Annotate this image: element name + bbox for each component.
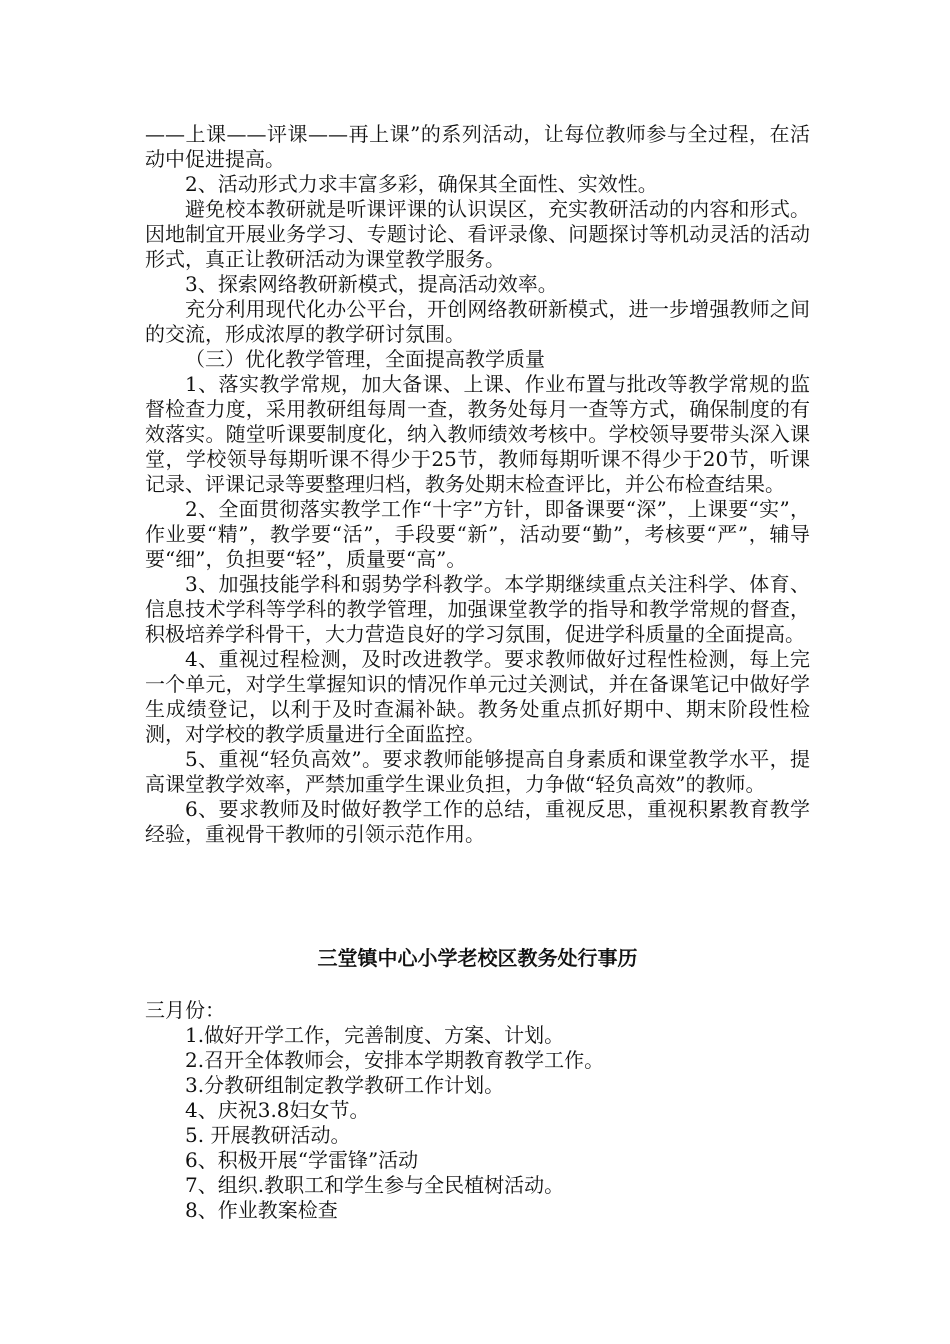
paragraph-continuation: ——上课——评课——再上课”的系列活动，让每位教师参与全过程，在活动中促进提高。 <box>145 122 810 171</box>
calendar-section <box>145 946 810 1223</box>
paragraph-network-heading: 3、探索网络教研新模式，提高活动效率。 <box>185 272 558 296</box>
calendar-item: 6、积极开展“学雷锋”活动 <box>185 1148 419 1172</box>
paragraph-ten-word-policy: 2、全面贯彻落实教学工作“十字”方针，即备课要“深”，上课要“实”，作业要“精”，教学要“活”，手段要“新”，活动要“勤”，考核要“严”，辅导要“细”，负担要“轻”，质量要“高”。 <box>145 497 810 571</box>
plan-body <box>145 122 810 847</box>
paragraph-network: 充分利用现代化办公平台，开创网络教研新模式，进一步增强教师之间的交流，形成浓厚的教学研讨氛围。 <box>145 297 810 346</box>
calendar-item: 1.做好开学工作，完善制度、方案、计划。 <box>185 1023 565 1047</box>
calendar-item: 4、庆祝3.8妇女节。 <box>185 1098 370 1122</box>
calendar-item: 8、作业教案检查 <box>185 1198 338 1222</box>
calendar-item: 5. 开展教研活动。 <box>185 1123 351 1147</box>
paragraph-process-testing: 4、重视过程检测，及时改进教学。要求教师做好过程性检测，每上完一个单元，对学生掌握知识的情况作单元过关测试，并在备课笔记中做好学生成绩登记，以利于及时查漏补缺。教务处重点抓好期中、期末阶段性检测，对学校的教学质量进行全面监控。 <box>145 647 810 746</box>
paragraph-activity-forms-heading: 2、活动形式力求丰富多彩，确保其全面性、实效性。 <box>185 172 658 196</box>
calendar-item: 3.分教研组制定教学教研工作计划。 <box>185 1073 505 1097</box>
section-heading-teaching-management: （三）优化教学管理，全面提高教学质量 <box>185 347 545 371</box>
paragraph-activity-forms: 避免校本教研就是听课评课的认识误区，充实教研活动的内容和形式。因地制宜开展业务学习、专题讨论、看评录像、问题探讨等机动灵活的活动形式，真正让教研活动为课堂教学服务。 <box>145 197 810 271</box>
paragraph-skill-subjects: 3、加强技能学科和弱势学科教学。本学期继续重点关注科学、体育、信息技术学科等学科的教学管理，加强课堂教学的指导和教学常规的督查，积极培养学科骨干，大力营造良好的学习氛围，促进学科质量的全面提高。 <box>145 572 810 646</box>
calendar-item: 7、组织.教职工和学生参与全民植树活动。 <box>185 1173 565 1197</box>
calendar-month-label: 三月份： <box>145 998 225 1022</box>
calendar-item: 2.召开全体教师会，安排本学期教育教学工作。 <box>185 1048 605 1072</box>
paragraph-summary-reflection: 6、要求教师及时做好教学工作的总结，重视反思，重视积累教育教学经验，重视骨干教师的引领示范作用。 <box>145 797 810 846</box>
paragraph-light-burden: 5、重视“轻负高效”。要求教师能够提高自身素质和课堂教学水平，提高课堂教学效率，严禁加重学生课业负担，力争做“轻负高效”的教师。 <box>145 747 810 796</box>
calendar-title: 三堂镇中心小学老校区教务处行事历 <box>317 946 638 970</box>
paragraph-teaching-routine: 1、落实教学常规，加大备课、上课、作业布置与批改等教学常规的监督检查力度，采用教研组每周一查，教务处每月一查等方式，确保制度的有效落实。随堂听课要制度化，纳入教师绩效考核中。学校领导要带头深入课堂，学校领导每期听课不得少于25节，教师每期听课不得少于20节，听课记录、评课记录等要整理归档，教务处期末检查评比，并公布检查结果。 <box>145 372 810 496</box>
